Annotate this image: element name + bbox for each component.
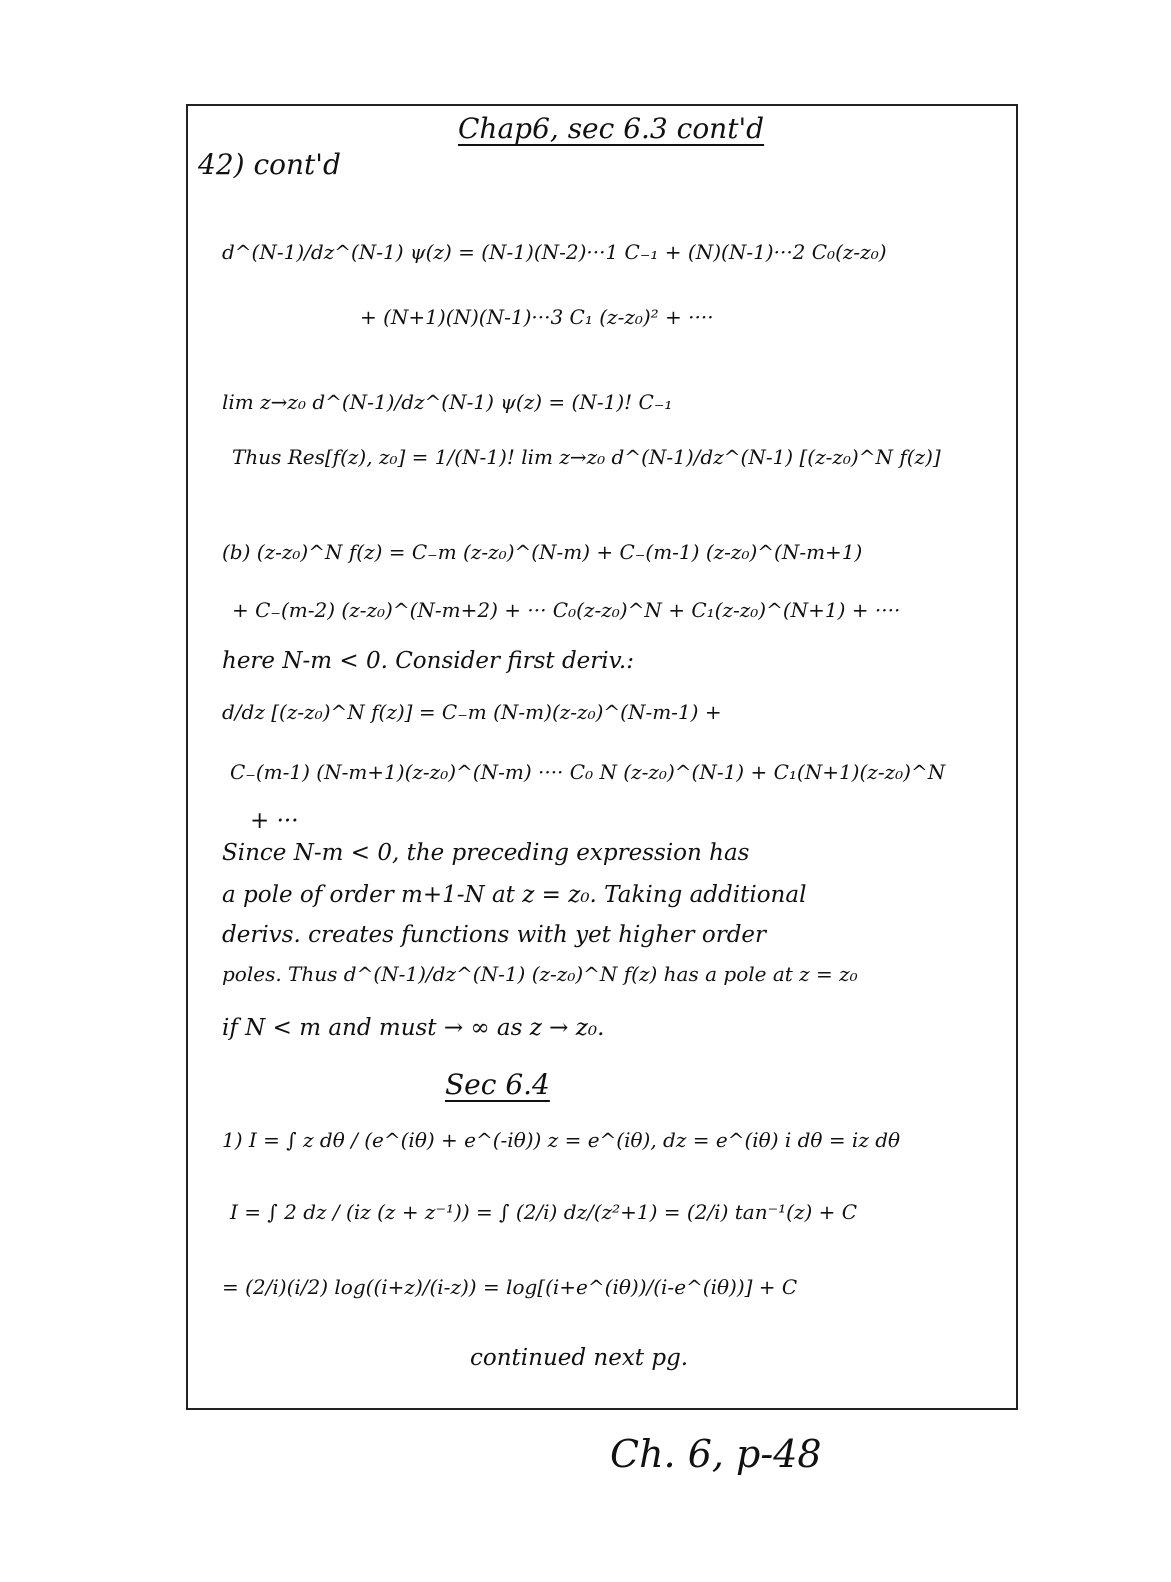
continued-note: continued next pg.	[470, 1345, 689, 1371]
part-a-line-2: + (N+1)(N)(N-1)···3 C₁ (z-z₀)² + ····	[360, 305, 714, 329]
section-line-3: = (2/i)(i/2) log((i+z)/(i-z)) = log[(i+e^(iθ))/(i-e^(iθ))] + C	[222, 1275, 798, 1299]
part-b-line-6: + ···	[250, 808, 299, 834]
section-title: Sec 6.4	[445, 1068, 550, 1101]
part-b-line-1: (b) (z-z₀)^N f(z) = C₋m (z-z₀)^(N-m) + C₋(m-1) (z-z₀)^(N-m+1)	[222, 540, 863, 564]
part-b-line-7: Since N-m < 0, the preceding expression has	[222, 840, 750, 866]
part-a-line-4: Thus Res[f(z), z₀] = 1/(N-1)! lim z→z₀ d^(N-1)/dz^(N-1) [(z-z₀)^N f(z)]	[232, 445, 941, 469]
section-line-1: 1) I = ∫ z dθ / (e^(iθ) + e^(-iθ)) z = e^(iθ), dz = e^(iθ) i dθ = iz dθ	[222, 1128, 901, 1152]
part-a-line-3: lim z→z₀ d^(N-1)/dz^(N-1) ψ(z) = (N-1)! C₋₁	[222, 390, 673, 414]
part-b-line-10: poles. Thus d^(N-1)/dz^(N-1) (z-z₀)^N f(z) has a pole at z = z₀	[222, 962, 858, 986]
page-title: Chap6, sec 6.3 cont'd	[458, 112, 765, 145]
part-b-line-8: a pole of order m+1-N at z = z₀. Taking additional	[222, 882, 807, 908]
part-a-line-1: d^(N-1)/dz^(N-1) ψ(z) = (N-1)(N-2)···1 C₋₁ + (N)(N-1)···2 C₀(z-z₀)	[222, 240, 887, 264]
part-b-line-2: + C₋(m-2) (z-z₀)^(N-m+2) + ··· C₀(z-z₀)^N + C₁(z-z₀)^(N+1) + ····	[232, 598, 901, 622]
problem-label: 42) cont'd	[198, 148, 341, 181]
part-b-line-9: derivs. creates functions with yet higher order	[222, 922, 767, 948]
section-line-2: I = ∫ 2 dz / (iz (z + z⁻¹)) = ∫ (2/i) dz/(z²+1) = (2/i) tan⁻¹(z) + C	[230, 1200, 858, 1224]
part-b-line-3: here N-m < 0. Consider first deriv.:	[222, 648, 634, 674]
page-number: Ch. 6, p-48	[610, 1432, 822, 1476]
part-b-line-11: if N < m and must → ∞ as z → z₀.	[222, 1015, 605, 1041]
part-b-line-5: C₋(m-1) (N-m+1)(z-z₀)^(N-m) ···· C₀ N (z-z₀)^(N-1) + C₁(N+1)(z-z₀)^N	[230, 760, 946, 784]
part-b-line-4: d/dz [(z-z₀)^N f(z)] = C₋m (N-m)(z-z₀)^(N-m-1) +	[222, 700, 722, 724]
